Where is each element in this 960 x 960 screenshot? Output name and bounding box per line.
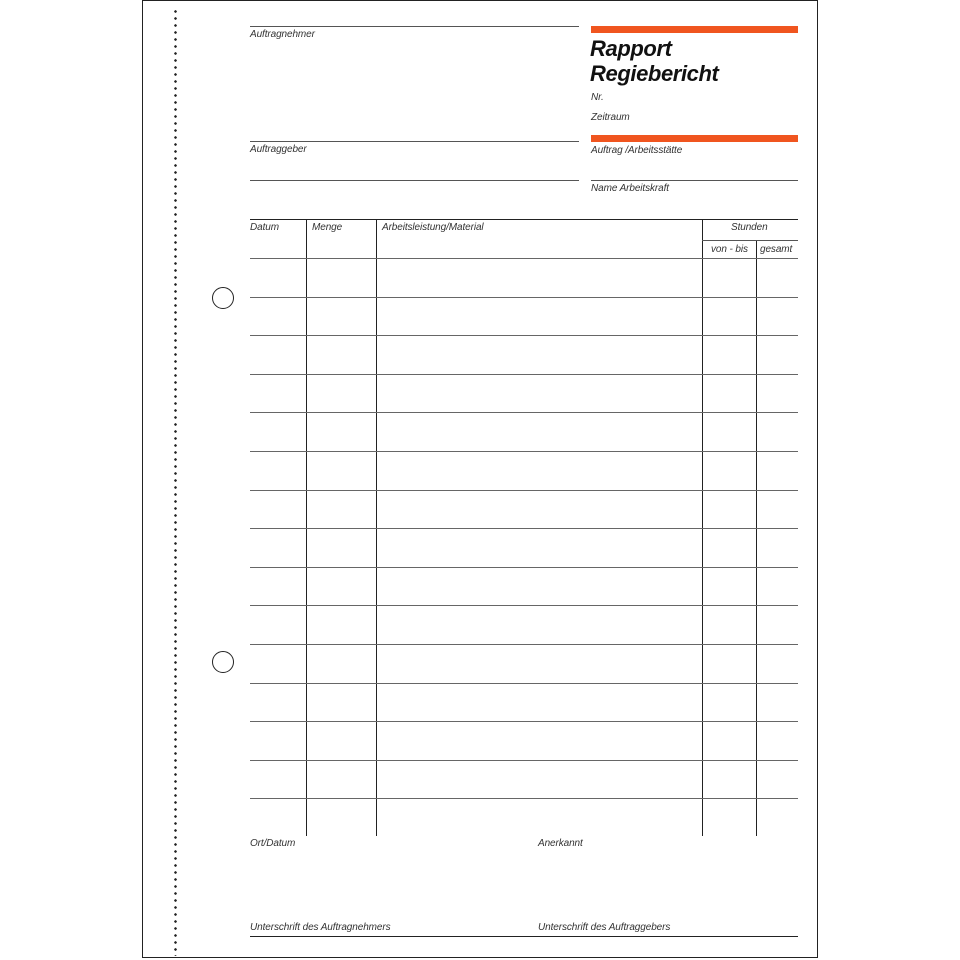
signature-auftragnehmer-label: Unterschrift des Auftragnehmers — [250, 922, 391, 933]
table-row — [250, 644, 798, 645]
table-row — [250, 335, 798, 336]
auftraggeber-rule — [250, 141, 579, 142]
col-header-gesamt: gesamt — [760, 244, 793, 255]
table-row — [250, 451, 798, 452]
auftraggeber-second-rule — [250, 180, 579, 181]
table-row — [250, 374, 798, 375]
name-arbeitskraft-label: Name Arbeitskraft — [591, 183, 669, 194]
table-row — [250, 683, 798, 684]
punch-hole-bottom — [212, 651, 234, 673]
stunden-sub-rule — [702, 240, 798, 241]
column-divider-stunden — [756, 240, 757, 836]
col-header-von-bis: von - bis — [711, 244, 748, 255]
table-top-rule — [250, 219, 798, 220]
table-row — [250, 490, 798, 491]
auftraggeber-label: Auftraggeber — [250, 144, 307, 155]
auftragnehmer-rule — [250, 26, 579, 27]
accent-bar-top — [591, 26, 798, 33]
col-header-stunden: Stunden — [731, 222, 768, 233]
form-sheet — [142, 0, 818, 958]
table-row — [250, 412, 798, 413]
auftrag-arbeitsstaette-label: Auftrag /Arbeitsstätte — [591, 145, 683, 156]
table-row — [250, 528, 798, 529]
anerkannt-label: Anerkannt — [538, 838, 583, 849]
nr-label: Nr. — [591, 92, 604, 103]
table-row — [250, 567, 798, 568]
table-row — [250, 798, 798, 799]
perforation-line — [174, 8, 177, 956]
table-row — [250, 605, 798, 606]
signature-auftraggeber-label: Unterschrift des Auftraggebers — [538, 922, 671, 933]
table-row — [250, 760, 798, 761]
form-title-line2: Regiebericht — [590, 61, 719, 86]
auftrag-rule — [591, 180, 798, 181]
form-title-line1: Rapport — [590, 36, 672, 61]
auftragnehmer-label: Auftragnehmer — [250, 29, 315, 40]
ort-datum-label: Ort/Datum — [250, 838, 296, 849]
accent-bar-bottom — [591, 135, 798, 142]
table-row — [250, 297, 798, 298]
zeitraum-label: Zeitraum — [591, 112, 630, 123]
col-header-arbeitsleistung: Arbeitsleistung/Material — [382, 222, 484, 233]
signature-rule — [250, 936, 798, 937]
table-row — [250, 258, 798, 259]
col-header-menge: Menge — [312, 222, 343, 233]
punch-hole-top — [212, 287, 234, 309]
col-header-datum: Datum — [250, 222, 279, 233]
table-row — [250, 721, 798, 722]
